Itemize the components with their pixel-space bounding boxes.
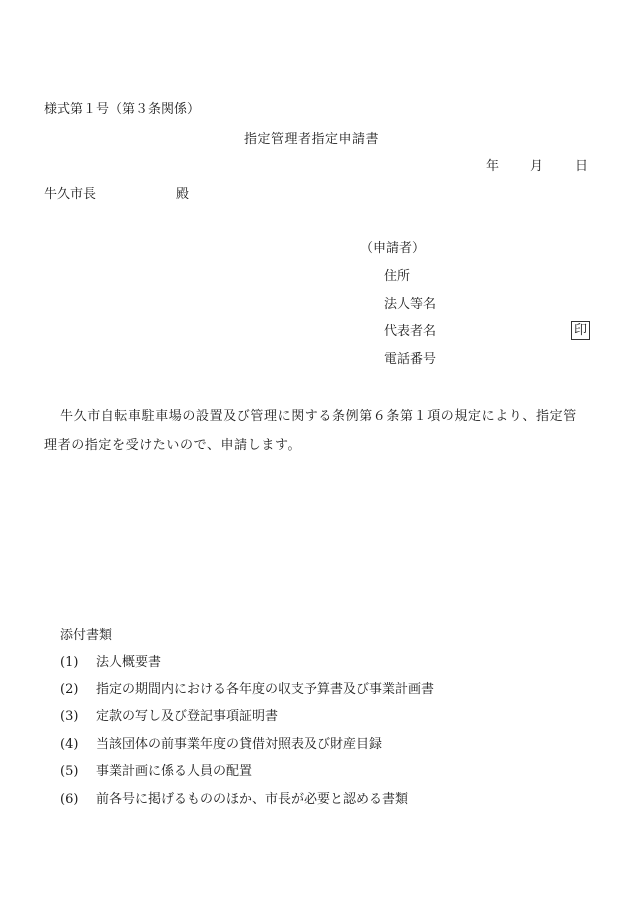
attachment-number: (5) [60,764,79,779]
attachment-item [60,736,382,754]
attachment-item [60,681,434,699]
attachment-number: (3) [60,709,79,724]
attachment-number: (2) [60,682,79,697]
attachment-text: 法人概要書 [96,655,162,670]
attachment-item [60,791,408,809]
form-number: 様式第１号（第３条関係） [44,102,201,117]
date-year-label: 年 [486,159,500,174]
date-month-label: 月 [530,159,544,174]
addressee-name: 牛久市長 [44,187,97,202]
applicant-heading: （申請者） [360,241,426,256]
attachment-text: 当該団体の前事業年度の貸借対照表及び財産目録 [96,737,383,752]
attachment-text: 定款の写し及び登記事項証明書 [96,709,279,724]
application-body-text: 牛久市自転車駐車場の設置及び管理に関する条例第６条第１項の規定により、指定管理者の指定を受けたいので、申請します。 [44,409,577,453]
date-day-label: 日 [575,159,589,174]
seal-mark: 印 [571,321,590,340]
attachment-item [60,763,252,781]
applicant-corp-label: 法人等名 [384,297,437,312]
applicant-rep-label: 代表者名 [384,324,437,339]
document-title: 指定管理者指定申請書 [244,132,380,147]
attachment-text: 前各号に掲げるもののほか、市長が必要と認める書類 [96,792,409,807]
addressee-honorific: 殿 [176,187,190,202]
attachment-number: (4) [60,737,79,752]
attachment-item [60,654,161,672]
attachment-number: (6) [60,792,79,807]
applicant-phone-label: 電話番号 [384,352,437,367]
attachment-text: 指定の期間内における各年度の収支予算書及び事業計画書 [96,682,435,697]
attachment-item [60,708,278,726]
attachment-text: 事業計画に係る人員の配置 [96,764,253,779]
attachment-number: (1) [60,655,79,670]
attachments-heading: 添付書類 [60,628,113,643]
applicant-address-label: 住所 [384,269,411,284]
